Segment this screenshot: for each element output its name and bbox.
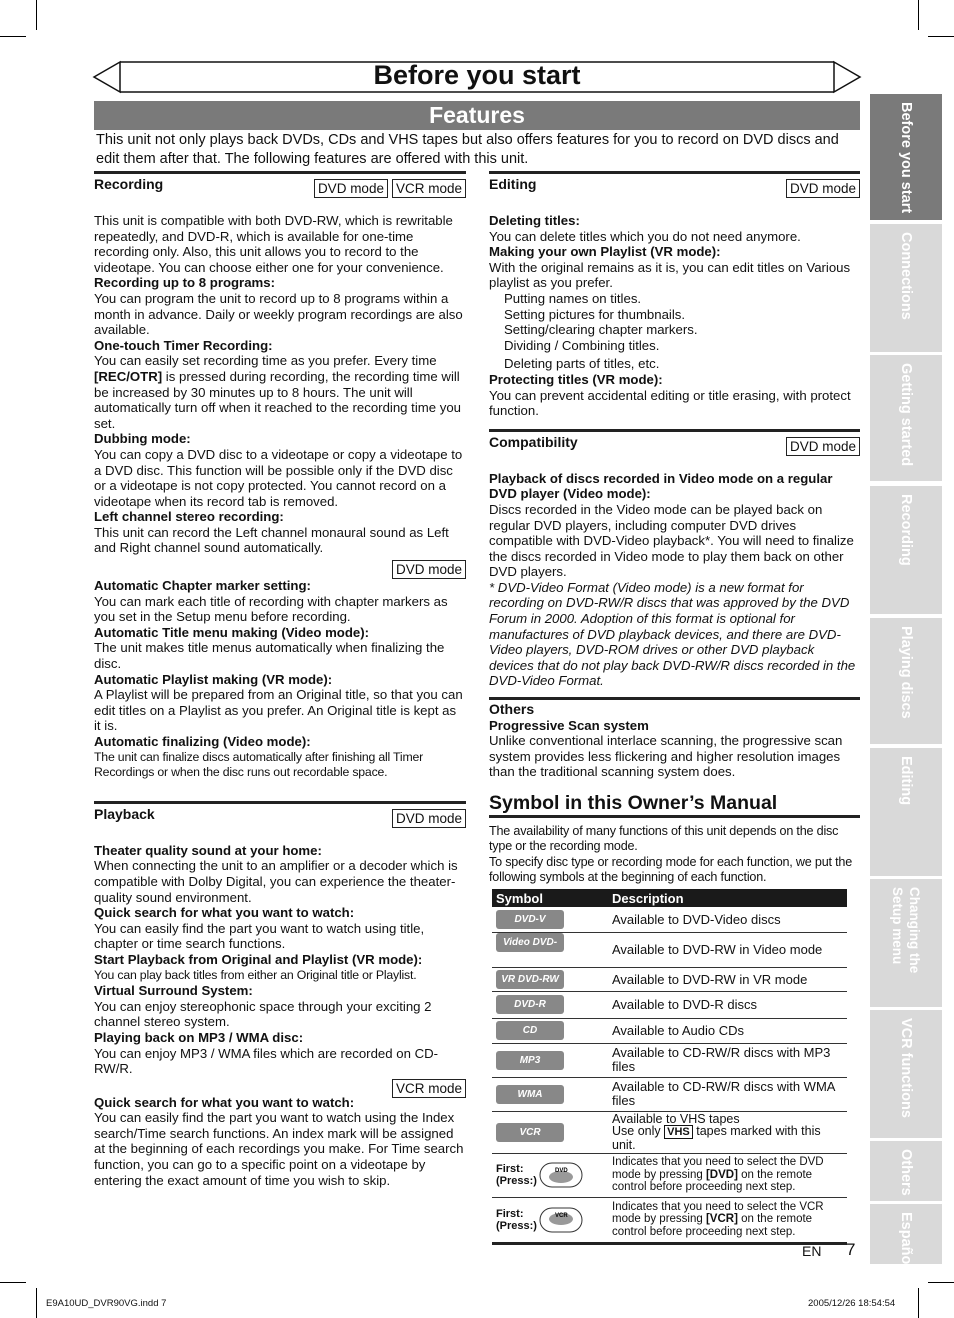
item-heading: Making your own Playlist (VR mode): — [489, 244, 721, 260]
side-tab[interactable] — [870, 618, 942, 744]
item-text: The unit makes title menus automatically when finalizing the disc. — [94, 640, 445, 672]
side-tab-label: Playing discs — [898, 626, 914, 719]
item-text: You can easily set recording time as you prefer. Every time [REC/OTR] is pressed during recording, the recording time will be increased by 30 minutes up to 8 hours. The unit will automatically turn off when it reached to the recording time you set. — [94, 353, 462, 431]
item-heading: Theater quality sound at your home: — [94, 842, 322, 858]
intro-text: This unit not only plays back DVDs, CDs and VHS tapes but also offers features for you to record on DVD discs and edit them after that. The following features are offered with this unit. — [96, 132, 839, 167]
side-tab-label: Connections — [898, 232, 914, 320]
disc-type-icon: DVD-R — [496, 995, 564, 1014]
side-tab[interactable] — [870, 94, 942, 220]
dvd-mode-badge: DVD mode — [786, 437, 860, 456]
item-heading: Progressive Scan system — [489, 717, 649, 733]
disc-type-icon: Video DVD-RW — [496, 933, 564, 952]
crop-mark — [36, 1288, 37, 1318]
item-heading: Deleting titles: — [489, 213, 580, 228]
item-text: You can enjoy stereophonic space through your exciting 2 channel stereo system. — [94, 998, 432, 1030]
description-cell: Indicates that you need to select the VCR mode by pressing [VCR] on the remote control before proceeding next step. — [608, 1197, 847, 1243]
vcr-tape-icon: VCR — [496, 1123, 564, 1142]
editing-title: Editing — [489, 176, 537, 192]
item-heading: Automatic Title menu making (Video mode): — [94, 624, 370, 640]
side-tab[interactable] — [870, 486, 942, 614]
others-title: Others — [489, 701, 535, 718]
disc-type-icon: DVD-V — [496, 910, 564, 929]
table-row — [492, 907, 847, 932]
item-heading: Left channel stereo recording: — [94, 509, 284, 525]
description-cell: Available to CD-RW/R discs with MP3 files — [608, 1043, 847, 1077]
footer-file: E9A10UD_DVR90VG.indd 7 — [46, 1298, 167, 1309]
item-text: You can program the unit to record up to 8 programs within a month in advance. Daily or weekly program recordings are also available. — [94, 290, 463, 338]
symbol-table — [492, 889, 847, 1245]
item-text: You can play back titles from either an Original title or Playlist. — [94, 967, 417, 982]
symbol-intro: To specify disc type or recording mode for each function, we put the following symbols at the beginning of each function. — [489, 854, 853, 885]
page-number: 7 — [846, 1240, 856, 1259]
item-text: You can prevent accidental editing or title erasing, with protect function. — [489, 387, 851, 419]
side-tab-label: VCR functions — [898, 1018, 914, 1118]
vhs-logo: VHS — [664, 1125, 693, 1139]
column-header: Description — [608, 889, 847, 907]
side-tab[interactable] — [870, 879, 942, 1007]
table-row — [492, 1018, 847, 1043]
side-tab[interactable] — [870, 748, 942, 876]
disc-type-icon: VR DVD-RW — [496, 970, 564, 989]
dvd-mode-badge: DVD mode — [786, 179, 860, 198]
table-row — [492, 1043, 847, 1077]
side-tab[interactable] — [870, 355, 942, 481]
crop-mark — [0, 1282, 26, 1283]
column-header: Symbol — [492, 889, 608, 907]
description-cell: Available to DVD-RW in Video mode — [608, 932, 847, 967]
list-item: Setting pictures for thumbnails. — [504, 306, 686, 322]
description-cell: Available to VHS tapes Use only VHS tapes marked with this unit. — [608, 1111, 847, 1153]
item-heading: Automatic Chapter marker setting: — [94, 578, 311, 594]
crop-mark — [928, 1282, 954, 1283]
page-lang: EN — [802, 1243, 822, 1259]
crop-mark — [918, 0, 919, 30]
recording-header — [94, 171, 466, 203]
list-item: Setting/clearing chapter markers. — [504, 322, 698, 338]
side-tab[interactable] — [870, 1141, 942, 1201]
description-cell: Available to CD-RW/R discs with WMA files — [608, 1077, 847, 1111]
item-heading: Playing back on MP3 / WMA disc: — [94, 1029, 304, 1045]
side-tab-label: Before you start — [898, 102, 914, 214]
table-row — [492, 1153, 847, 1197]
recording-intro: This unit is compatible with both DVD-RW, which is rewritable repeatedly, and DVD-R, which is available for one-time recording only. Also, this unit allows you to record to the videotape. You can choose either one for your convenience. — [94, 213, 453, 275]
dvd-mode-badge: DVD mode — [392, 560, 466, 579]
item-text: A Playlist will be prepared from an Original title, so that you can edit titles on a Playlist as you prefer. An Original title is kept as it is. — [94, 687, 463, 734]
description-cell: Available to DVD-R discs — [608, 991, 847, 1018]
vcr-mode-badge: VCR mode — [392, 1079, 466, 1098]
right-column — [489, 171, 860, 886]
table-row — [492, 991, 847, 1018]
table-row — [492, 1111, 847, 1153]
side-tab-label: Changing the Setup menu — [890, 887, 922, 974]
playback-header — [94, 801, 466, 833]
crop-mark — [928, 36, 954, 37]
first-press-cell: First: (Press:) VCR — [492, 1197, 608, 1243]
item-heading: Recording up to 8 programs: — [94, 275, 275, 291]
crop-mark — [0, 36, 26, 37]
item-text: When connecting the unit to an amplifier or a decoder which is compatible with Dolby Digital, you can experience the theater-quality sound environment. — [94, 858, 458, 905]
item-text: You can copy a DVD disc to a videotape or copy a videotape to a DVD disc. This function will be possible only if the DVD disc or a videotape is not copy protected. You cannot record on a videotape when its record tab is removed. — [94, 446, 463, 509]
side-tab[interactable] — [870, 1204, 942, 1269]
item-heading: Dubbing mode: — [94, 431, 191, 447]
item-text: You can easily find the part you want to watch using title, chapter or time search functions. — [94, 920, 425, 952]
item-heading: Protecting titles (VR mode): — [489, 371, 663, 387]
side-tab-label: Recording — [898, 494, 914, 566]
footer-timestamp: 2005/12/26 18:54:54 — [808, 1298, 896, 1309]
table-row — [492, 932, 847, 967]
item-heading: One-touch Timer Recording: — [94, 337, 273, 353]
list-item: Deleting parts of titles, etc. — [504, 356, 660, 372]
vcr-button-label: VCR — [554, 1212, 568, 1219]
item-text: You can delete titles which you do not need anymore. — [489, 228, 801, 244]
disc-type-icon: WMA — [496, 1085, 564, 1104]
compatibility-title: Compatibility — [489, 433, 578, 450]
disc-type-icon: CD — [496, 1021, 564, 1040]
dvd-mode-badge: DVD mode — [392, 809, 466, 828]
vcr-button-icon — [539, 1207, 583, 1233]
description-cell: Available to Audio CDs — [608, 1018, 847, 1043]
symbol-intro: The availability of many functions of this unit depends on the disc type or the recording mode. — [489, 823, 839, 854]
editing-header — [489, 171, 860, 203]
description-cell: Indicates that you need to select the DVD mode by pressing [DVD] on the remote control before proceeding next step. — [608, 1153, 847, 1197]
dvd-button-icon — [539, 1162, 583, 1188]
left-column — [94, 171, 466, 1188]
others-section — [489, 697, 860, 780]
item-text: You can enjoy MP3 / WMA files which are recorded on CD-RW/R. — [94, 1045, 439, 1077]
dvd-button-label: DVD — [554, 1168, 568, 1174]
dvd-mode-badge: DVD mode — [314, 179, 388, 198]
item-heading: Automatic Playlist making (VR mode): — [94, 671, 333, 687]
item-text: You can mark each title of recording with chapter markers as you set in the Setup menu before recording. — [94, 593, 448, 625]
side-tab-label: Getting started — [898, 363, 914, 467]
footnote: * DVD-Video Format (Video mode) is a new format for recording on DVD-RW/R discs that was approved by the DVD Forum in 2000. Adoption of this format is optional for manufactures of DVD playback devices, and there are DVD-Video players, DVD-ROM drives or other DVD playback devices that do not play back DVD-RW/R discs recorded in the DVD-Video Format. — [489, 579, 856, 689]
crop-mark — [36, 0, 37, 30]
table-row — [492, 1197, 847, 1243]
item-text: Discs recorded in the Video mode can be played back on regular DVD players, including computer DVD drives compatible with DVD-Video playback*. You will need to finalize the discs recorded in Video mode to play them back on other DVD players. — [489, 501, 854, 580]
item-heading: Start Playback from Original and Playlist (VR mode): — [94, 951, 423, 967]
vcr-mode-badge: VCR mode — [392, 179, 466, 198]
first-press-cell: First: (Press:) DVD — [492, 1153, 608, 1197]
item-heading: Quick search for what you want to watch: — [94, 905, 355, 921]
item-heading: Virtual Surround System: — [94, 983, 253, 999]
playback-title: Playback — [94, 805, 155, 822]
list-item: Putting names on titles. — [504, 290, 642, 306]
item-text: With the original remains as it is, you can edit titles on Various playlist as you prefer. — [489, 259, 851, 291]
item-text: The unit can finalize discs automatically after finishing all Timer Recordings or when the disc runs out recordable space. — [94, 749, 424, 780]
table-row — [492, 1077, 847, 1111]
divider — [489, 815, 860, 818]
symbol-title: Symbol in this Owner’s Manual — [489, 792, 778, 814]
list-item: Dividing / Combining titles. — [504, 337, 660, 353]
recording-title: Recording — [94, 176, 164, 192]
side-tab-label: Editing — [898, 756, 914, 806]
item-text: You can easily find the part you want to watch using the Index search/Time search functions. An index mark will be assigned at the beginning of each recordings you make. For Time search function, you can go to a specific point on a videotape by entering the exact amount of time you wish to skip. — [94, 1110, 464, 1188]
section-title: Features — [94, 101, 860, 130]
side-tab[interactable] — [870, 1010, 942, 1138]
item-heading: Playback of discs recorded in Video mode on a regular DVD player (Video mode): — [489, 470, 833, 502]
item-text: This unit can record the Left channel monaural sound as Left and Right channel sound automatically. — [94, 524, 449, 556]
table-row — [492, 967, 847, 991]
item-heading: Automatic finalizing (Video mode): — [94, 734, 311, 749]
item-heading: Quick search for what you want to watch: — [94, 1094, 355, 1110]
disc-type-icon: MP3 — [496, 1051, 564, 1070]
page-title: Before you start — [373, 60, 581, 90]
side-tab-label: Others — [898, 1149, 914, 1196]
compatibility-header — [489, 429, 860, 461]
side-tab[interactable] — [870, 224, 942, 352]
item-text: Unlike conventional interlace scanning, the progressive scan system provides less flickering and higher resolution images than the traditional scanning system does. — [489, 733, 843, 780]
description-cell: Available to DVD-RW in VR mode — [608, 967, 847, 991]
description-cell: Available to DVD-Video discs — [608, 907, 847, 932]
crop-mark — [918, 1288, 919, 1318]
side-tab-label: Español — [898, 1212, 914, 1269]
